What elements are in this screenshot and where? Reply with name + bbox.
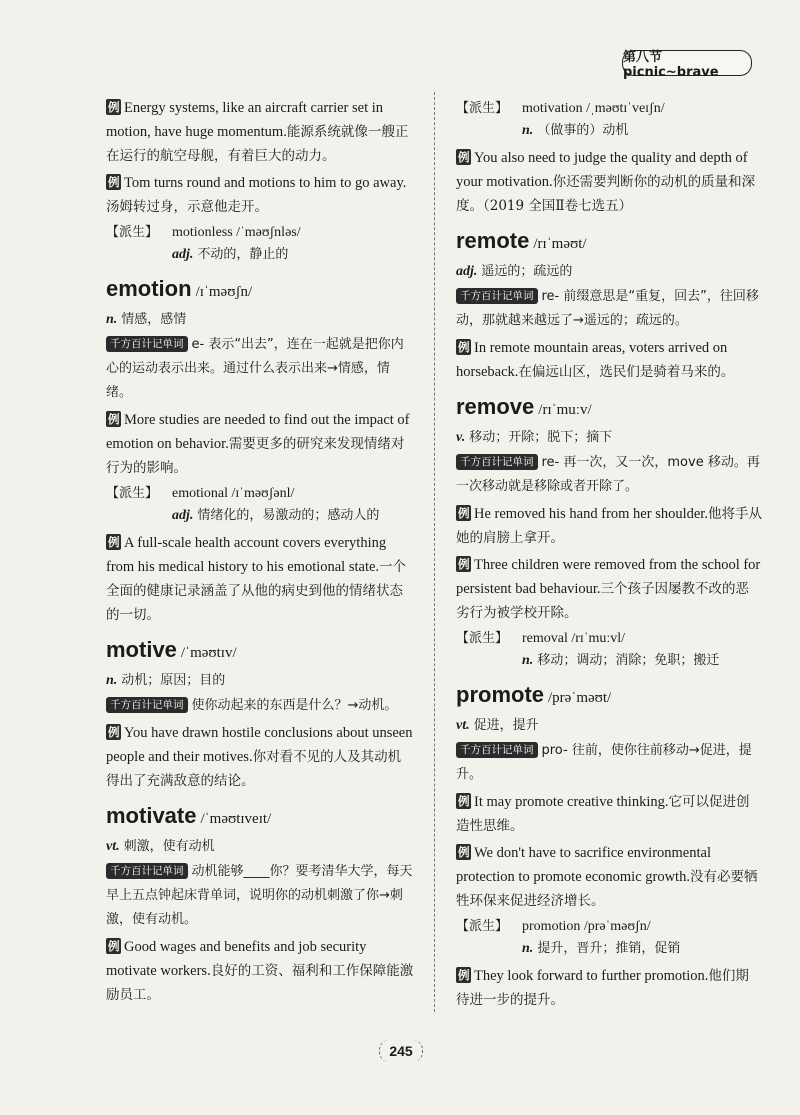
example-sentence: 例 You have drawn hostile conclusions about unseen people and their motives.你对看不见的人及其动机得出了充满敌意的结论。 [106,725,413,789]
derived-word: removal /rɪˈmuːvl/ [522,631,626,646]
example-sentence: 例 Tom turns round and motions to him to go away.汤姆转过身，示意他走开。 [106,175,407,215]
memory-tip: 千方百计记单词 使你动起来的东西是什么？→动机。 [106,694,414,718]
example-sentence: 例 He removed his hand from her shoulder.他将手从她的肩膀上拿开。 [456,506,762,546]
derived-definition: adj. 情绪化的，易激动的；感动人的 [172,508,380,523]
derived-word: motionless /ˈməʊʃnləs/ [172,225,301,240]
derived-entry [106,483,414,527]
definition: vt. 刺激，使有动机 [106,839,215,854]
section-tag: 第八节 picnic~brave [622,50,752,76]
example-sentence: 例 It may promote creative thinking.它可以促进创造性思维。 [456,794,750,834]
example-icon: 例 [108,939,119,953]
example-sentence: 例 Good wages and benefits and job security motivate workers.良好的工资、福利和工作保障能激励员工。 [106,939,414,1003]
derived-definition: n. 移动；调动；消除；免职；搬迁 [522,653,720,668]
example-icon: 例 [108,535,119,549]
derived-entry [456,916,762,960]
definition: n. 动机；原因；目的 [106,673,226,688]
example-sentence: 例 Three children were removed from the school for persistent bad behaviour.三个孩子因屡教不改的恶劣行为被学校开除。 [456,557,761,621]
memory-tag: 千方百计记单词 [456,742,538,758]
derived-entry [456,98,762,142]
headword-promote: promote /prəˈməʊt/ [456,682,612,707]
derived-word: promotion /prəˈməʊʃn/ [522,919,651,934]
example-sentence: 例 You also need to judge the quality and depth of your motivation.你还需要判断你的动机的质量和深度。（2019 全国Ⅱ卷七选五） [456,150,756,214]
example-icon: 例 [108,412,119,426]
derived-label: 【派生】 [106,225,159,240]
memory-tag: 千方百计记单词 [456,454,538,470]
derived-label: 【派生】 [456,631,509,646]
example-icon: 例 [458,794,469,808]
example-sentence: 例 A full-scale health account covers everything from his medical history to his emotional state.一个全面的健康记录涵盖了从他的病史到他的情绪状态的一切。 [106,535,407,623]
memory-tip: 千方百计记单词 re- 前缀意思是“重复，回去”，往回移动，那就越来越远了→遥远的；疏远的。 [456,289,759,328]
example-sentence: 例 They look forward to further promotion.他们期待进一步的提升。 [456,968,749,1008]
memory-tag: 千方百计记单词 [456,288,538,304]
headword-motive: motive /ˈməʊtɪv/ [106,637,237,662]
headword-remove: remove /rɪˈmuːv/ [456,394,592,419]
definition: v. 移动；开除；脱下；摘下 [456,430,613,445]
memory-tip: 千方百计记单词 动机能够____你？要考清华大学，每天早上五点钟起床背单词，说明你的动机刺激了你→刺激，使有动机。 [106,864,413,927]
example-sentence: 例 In remote mountain areas, voters arrived on horseback.在偏远山区，选民们是骑着马来的。 [456,340,735,380]
memory-tip: 千方百计记单词 re- 再一次，又一次，move 移动。再一次移动就是移除或者开除了。 [456,455,760,494]
memory-tip: 千方百计记单词 e- 表示“出去”，连在一起就是把你内心的运动表示出来。通过什么表示出来→情感，情绪。 [106,337,404,400]
derived-label: 【派生】 [456,919,509,934]
memory-tag: 千方百计记单词 [106,863,188,879]
derived-word: motivation /ˌməʊtɪˈveɪʃn/ [522,101,665,116]
example-icon: 例 [108,175,119,189]
derived-entry [456,628,762,672]
headword-remote: remote /rɪˈməʊt/ [456,228,587,253]
example-icon: 例 [108,100,119,114]
derived-definition: adj. 不动的，静止的 [172,247,289,262]
headword-motivate: motivate /ˈməʊtɪveɪt/ [106,803,272,828]
memory-tag: 千方百计记单词 [106,697,188,713]
example-icon: 例 [458,968,469,982]
example-sentence: 例 Energy systems, like an aircraft carrier set in motion, have huge momentum.能源系统就像一艘正在运行的航空母舰，有着巨大的动力。 [106,100,409,164]
page-number: 245 [379,1040,423,1062]
derived-word: emotional /ɪˈməʊʃənl/ [172,486,295,501]
example-icon: 例 [458,557,469,571]
derived-label: 【派生】 [106,486,159,501]
memory-tag: 千方百计记单词 [106,336,188,352]
example-icon: 例 [458,506,469,520]
definition: vt. 促进，提升 [456,718,539,733]
derived-entry [106,222,414,266]
example-sentence: 例 More studies are needed to find out the impact of emotion on behavior.需要更多的研究来发现情绪对行为的影响。 [106,412,410,476]
example-icon: 例 [458,150,469,164]
headword-emotion: emotion /ɪˈməʊʃn/ [106,276,253,301]
derived-label: 【派生】 [456,101,509,116]
example-icon: 例 [458,845,469,859]
column-divider [434,92,435,1012]
example-icon: 例 [108,725,119,739]
left-column [106,96,414,1010]
derived-definition: n. 提升，晋升；推销，促销 [522,941,681,956]
definition: adj. 遥远的；疏远的 [456,264,573,279]
right-column [456,96,762,1015]
derived-definition: n. （做事的）动机 [522,123,629,138]
memory-tip: 千方百计记单词 pro- 往前，使你往前移动→促进，提升。 [456,743,752,782]
definition: n. 情感，感情 [106,312,187,327]
example-icon: 例 [458,340,469,354]
example-sentence: 例 We don't have to sacrifice environmental protection to promote economic growth.没有必要牺牲环保来促进经济增长。 [456,845,758,909]
